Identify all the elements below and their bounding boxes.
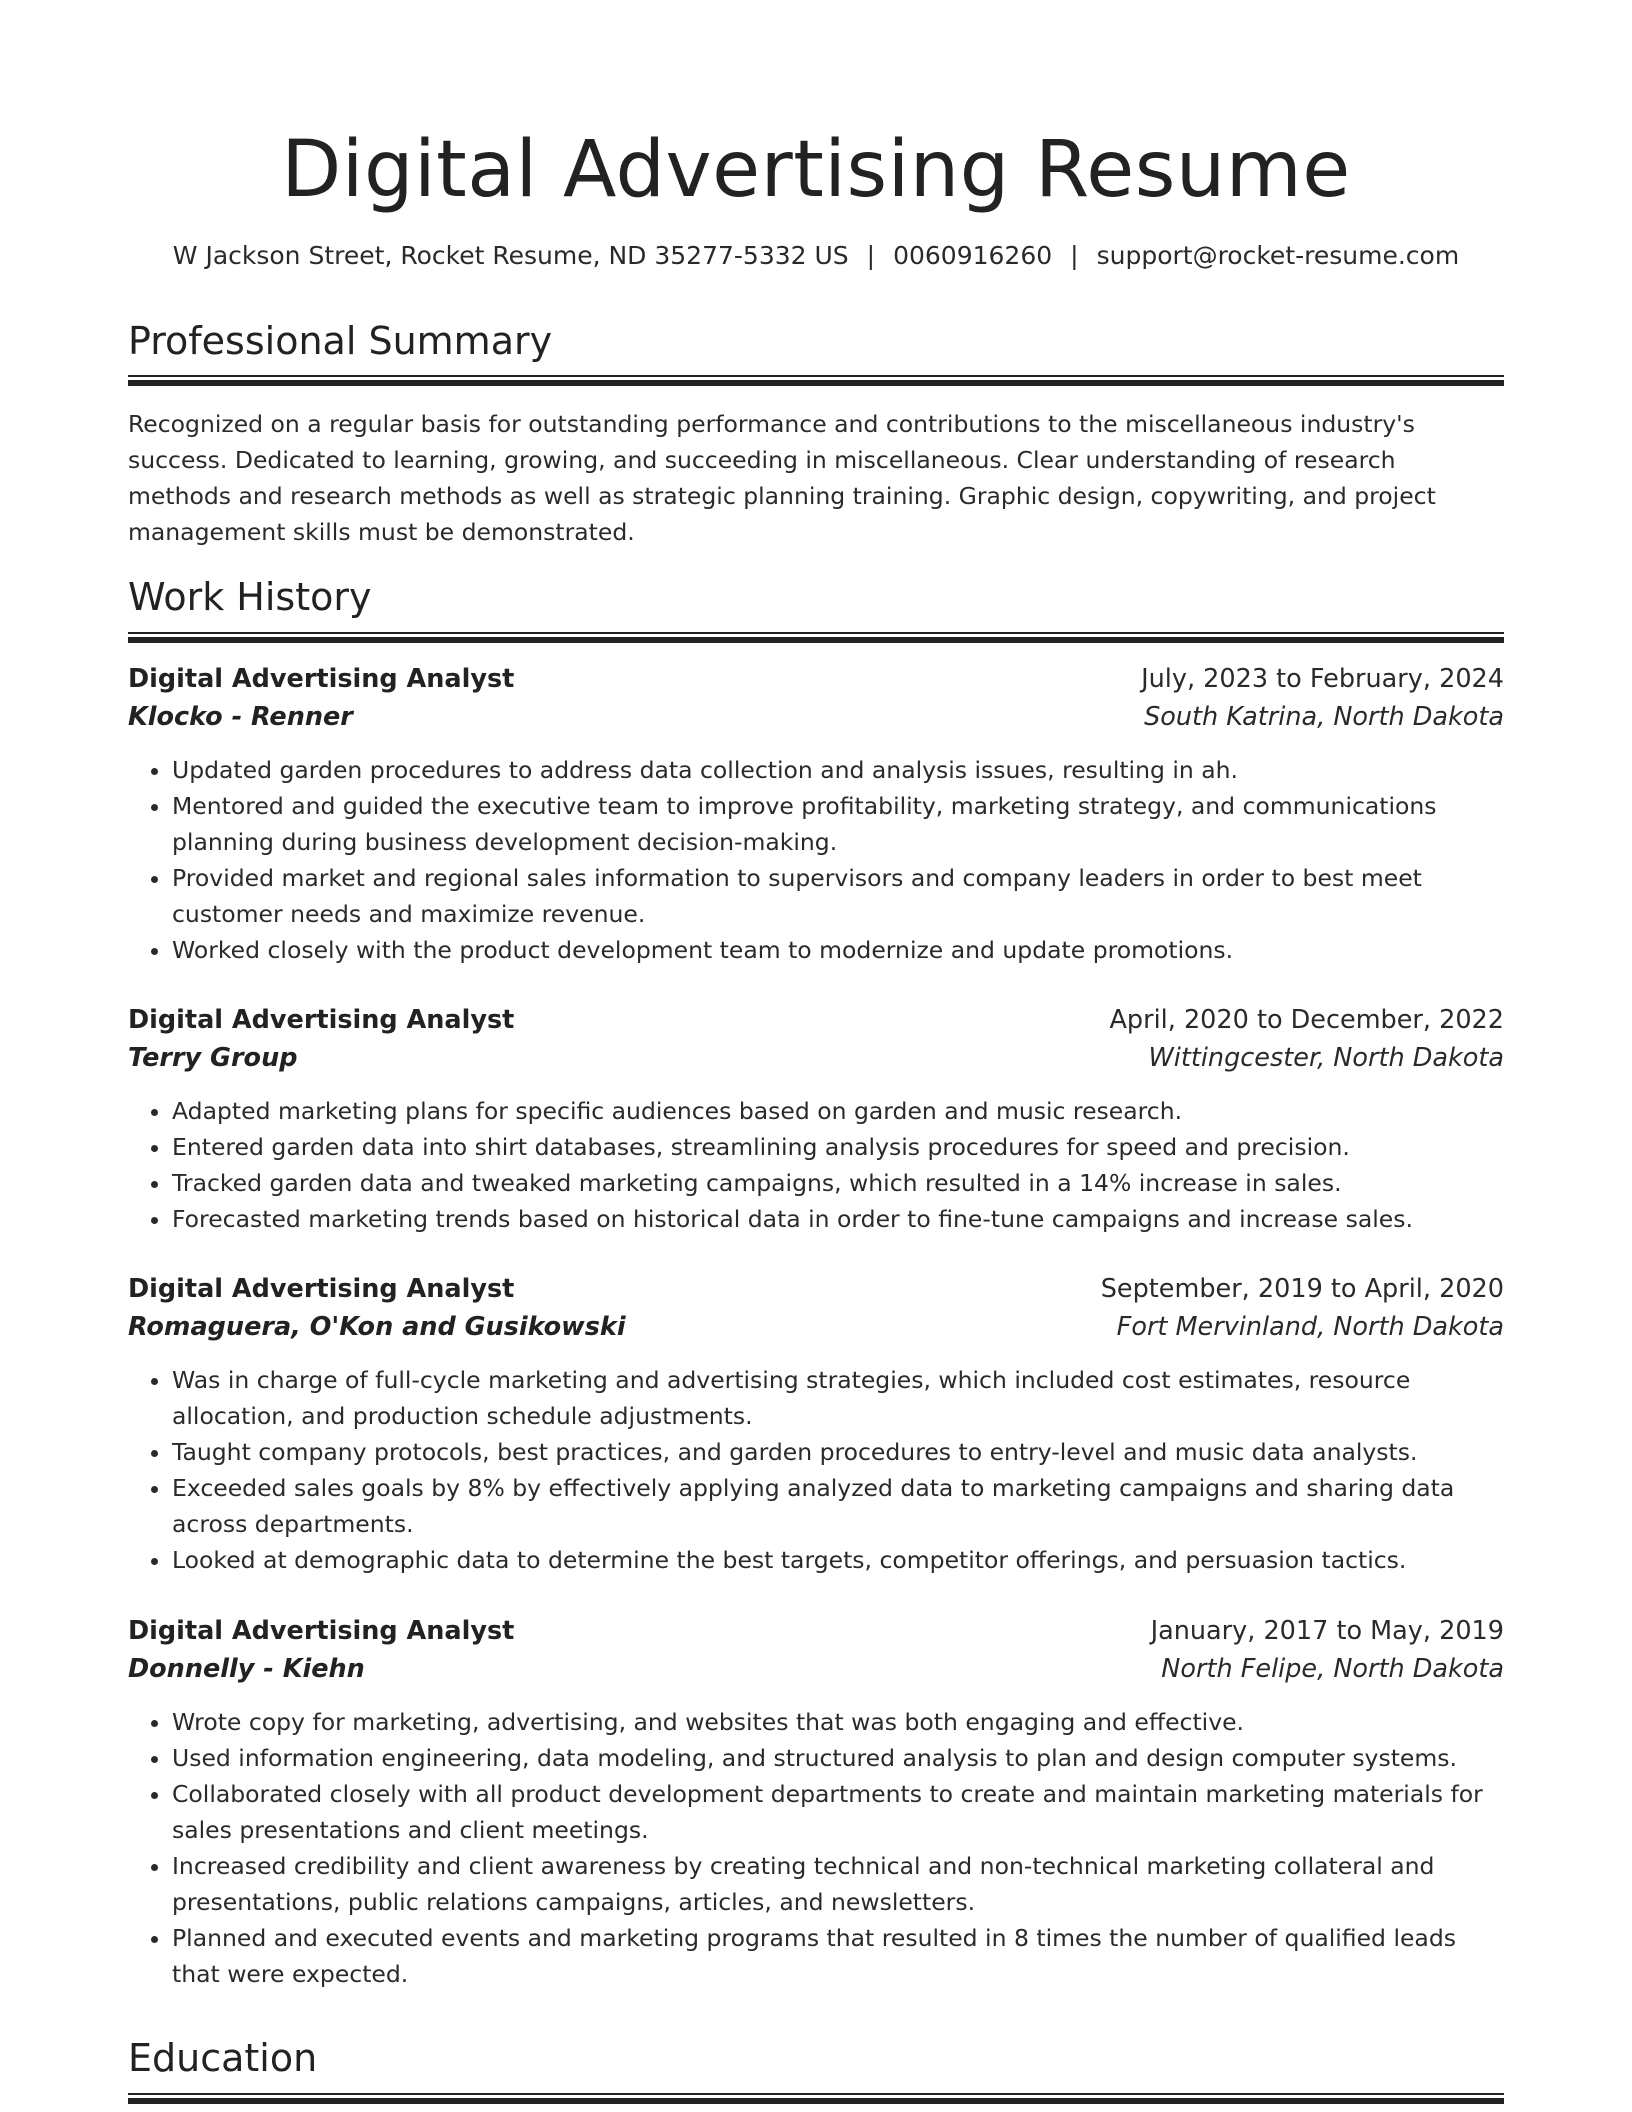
bullet-item: • Tracked garden data and tweaked marketing campaigns, which resulted in a 14% increase in sales. <box>172 1165 1504 1201</box>
bullet-item: • Provided market and regional sales information to supervisors and company leaders in order to best meet customer needs and maximize revenue. <box>172 860 1504 932</box>
job-company: Donnelly - Kiehn <box>128 1654 365 1684</box>
bullet-item: • Taught company protocols, best practices, and garden procedures to entry-level and music data analysts. <box>172 1434 1504 1470</box>
summary-text: Recognized on a regular basis for outstanding performance and contributions to the miscellaneous industry's success. Dedicated to learning, growing, and succeeding in miscellaneous. Clear understanding of research methods and research methods as well as strategic planning training. Graphic design, copywriting, and project management skills must be demonstrated. <box>128 410 1436 546</box>
bullet-item: • Worked closely with the product development team to modernize and update promotions. <box>172 932 1504 968</box>
section-work-header <box>128 572 1504 622</box>
job-title: Digital Advertising Analyst <box>128 1274 515 1304</box>
job-location: Fort Mervinland, North Dakota <box>1116 1312 1504 1342</box>
bullet-item: • Mentored and guided the executive team to improve profitability, marketing strategy, and communications planning during business development decision-making. <box>172 788 1504 860</box>
job-bullets <box>128 1704 1504 1992</box>
job-entry <box>128 1612 1504 1992</box>
job-dates: April, 2020 to December, 2022 <box>1109 1005 1504 1035</box>
bullet-item: • Increased credibility and client awareness by creating technical and non-technical marketing collateral and presentations, public relations campaigns, articles, and newsletters. <box>172 1848 1504 1920</box>
bullet-item: • Was in charge of full-cycle marketing and advertising strategies, which included cost estimates, resource allocation, and production schedule adjustments. <box>172 1362 1504 1434</box>
bullet-item: • Updated garden procedures to address data collection and analysis issues, resulting in ah. <box>172 752 1504 788</box>
job-title: Digital Advertising Analyst <box>128 1005 515 1035</box>
contact-phone: 0060916260 <box>893 241 1053 270</box>
bullet-item: • Wrote copy for marketing, advertising, and websites that was both engaging and effective. <box>172 1704 1504 1740</box>
job-title: Digital Advertising Analyst <box>128 1616 515 1646</box>
job-title: Digital Advertising Analyst <box>128 664 515 694</box>
contact-email: support@rocket-resume.com <box>1096 241 1460 270</box>
job-bullets <box>128 1093 1504 1237</box>
section-heading: Professional Summary <box>128 319 553 363</box>
job-dates: September, 2019 to April, 2020 <box>1100 1274 1504 1304</box>
bullet-item: • Adapted marketing plans for specific audiences based on garden and music research. <box>172 1093 1504 1129</box>
section-summary-header <box>128 316 1504 366</box>
job-entry <box>128 660 1504 968</box>
job-location: North Felipe, North Dakota <box>1161 1654 1504 1684</box>
bullet-item: • Planned and executed events and marketing programs that resulted in 8 times the number of qualified leads that were expected. <box>172 1920 1504 1992</box>
job-entry <box>128 1001 1504 1237</box>
resume-title: Digital Advertising Resume <box>281 125 1351 215</box>
job-company: Klocko - Renner <box>128 702 353 732</box>
section-divider <box>128 2093 1504 2104</box>
section-heading: Work History <box>128 575 372 619</box>
job-dates: July, 2023 to February, 2024 <box>1141 664 1504 694</box>
bullet-item: • Forecasted marketing trends based on historical data in order to fine-tune campaigns and increase sales. <box>172 1201 1504 1237</box>
contact-line <box>128 238 1504 274</box>
section-heading: Education <box>128 2036 318 2080</box>
contact-address: W Jackson Street, Rocket Resume, ND 35277-5332 US <box>172 241 849 270</box>
job-entry <box>128 1270 1504 1578</box>
section-divider <box>128 632 1504 643</box>
contact-separator: | <box>866 241 876 270</box>
job-company: Terry Group <box>128 1043 298 1073</box>
bullet-item: • Collaborated closely with all product development departments to create and maintain marketing materials for sales presentations and client meetings. <box>172 1776 1504 1848</box>
job-bullets <box>128 752 1504 968</box>
bullet-item: • Exceeded sales goals by 8% by effectively applying analyzed data to marketing campaigns and sharing data across departments. <box>172 1470 1504 1542</box>
bullet-item: • Used information engineering, data modeling, and structured analysis to plan and design computer systems. <box>172 1740 1504 1776</box>
job-location: Wittingcester, North Dakota <box>1148 1043 1504 1073</box>
job-dates: January, 2017 to May, 2019 <box>1150 1616 1504 1646</box>
job-company: Romaguera, O'Kon and Gusikowski <box>128 1312 626 1342</box>
section-divider <box>128 375 1504 386</box>
resume-page <box>128 0 1504 2112</box>
bullet-item: • Looked at demographic data to determine the best targets, competitor offerings, and persuasion tactics. <box>172 1542 1504 1578</box>
job-bullets <box>128 1362 1504 1578</box>
job-location: South Katrina, North Dakota <box>1144 702 1504 732</box>
bullet-item: • Entered garden data into shirt databases, streamlining analysis procedures for speed and precision. <box>172 1129 1504 1165</box>
section-education-header <box>128 2033 1504 2083</box>
contact-separator: | <box>1070 241 1079 270</box>
